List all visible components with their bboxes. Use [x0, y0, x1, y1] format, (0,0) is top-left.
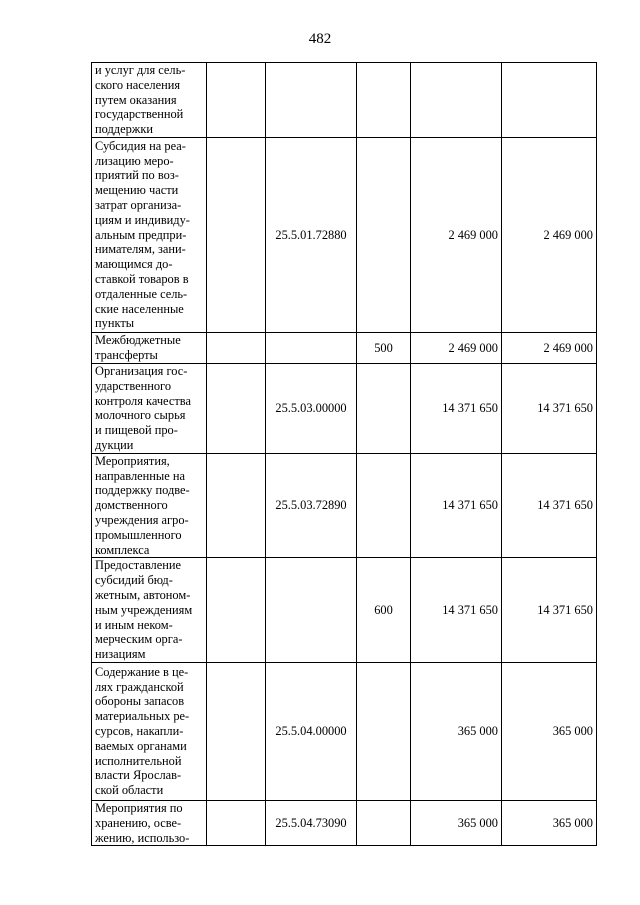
table-row	[92, 662, 597, 800]
row-amount-1: 2 469 000	[411, 332, 502, 363]
row-amount-2: 365 000	[502, 662, 597, 800]
row-col2	[207, 363, 266, 453]
row-name: и услуг для сель- ского населения путем оказания государственной поддержки	[92, 63, 207, 138]
row-col2	[207, 558, 266, 663]
row-col2	[207, 63, 266, 138]
row-expense-type	[357, 800, 411, 845]
row-name: Организация гос- ударственного контроля качества молочного сырья и пищевой про- дукции	[92, 363, 207, 453]
row-name: Мероприятия, направленные на поддержку подве- домственного учреждения агро- промышленного комплекса	[92, 453, 207, 558]
row-expense-type	[357, 662, 411, 800]
row-amount-1: 365 000	[411, 662, 502, 800]
row-amount-2: 2 469 000	[502, 332, 597, 363]
row-target-code: 25.5.04.00000	[266, 662, 357, 800]
row-target-code: 25.5.03.00000	[266, 363, 357, 453]
table-row	[92, 137, 597, 332]
row-expense-type: 500	[357, 332, 411, 363]
row-target-code	[266, 63, 357, 138]
row-amount-2: 14 371 650	[502, 363, 597, 453]
table-row	[92, 453, 597, 558]
page-number: 482	[308, 31, 332, 47]
row-col2	[207, 137, 266, 332]
row-target-code	[266, 558, 357, 663]
row-name: Мероприятия по хранению, осве- жению, использо-	[92, 800, 207, 845]
row-expense-type	[357, 453, 411, 558]
table-row	[92, 558, 597, 663]
row-col2	[207, 800, 266, 845]
table-row	[92, 363, 597, 453]
row-expense-type	[357, 363, 411, 453]
row-amount-1	[411, 63, 502, 138]
row-target-code: 25.5.04.73090	[266, 800, 357, 845]
row-target-code: 25.5.03.72890	[266, 453, 357, 558]
row-amount-2	[502, 63, 597, 138]
row-name: Предоставление субсидий бюд- жетным, автоном- ным учреждениям и иным неком- мерческим орга- низациям	[92, 558, 207, 663]
row-name: Содержание в це- лях гражданской обороны запасов материальных ре- сурсов, накапли- ваемых органами исполнительной власти Ярослав- ской области	[92, 662, 207, 800]
table-row	[92, 332, 597, 363]
row-col2	[207, 662, 266, 800]
row-amount-1: 2 469 000	[411, 137, 502, 332]
budget-table	[91, 62, 597, 846]
row-name: Субсидия на реа- лизацию меро- приятий по воз- мещению части затрат организа- циям и индивиду- альным предпри- нимателям, зани- мающимся до- ставкой товаров в отдаленные сель- ские населенные пункты	[92, 137, 207, 332]
row-target-code	[266, 332, 357, 363]
row-amount-2: 14 371 650	[502, 453, 597, 558]
row-amount-1: 365 000	[411, 800, 502, 845]
table-row	[92, 800, 597, 845]
row-expense-type	[357, 137, 411, 332]
row-amount-2: 365 000	[502, 800, 597, 845]
row-name: Межбюджетные трансферты	[92, 332, 207, 363]
row-amount-1: 14 371 650	[411, 453, 502, 558]
row-expense-type: 600	[357, 558, 411, 663]
row-col2	[207, 332, 266, 363]
row-amount-2: 2 469 000	[502, 137, 597, 332]
row-amount-1: 14 371 650	[411, 558, 502, 663]
row-col2	[207, 453, 266, 558]
row-expense-type	[357, 63, 411, 138]
row-target-code: 25.5.01.72880	[266, 137, 357, 332]
table-row	[92, 63, 597, 138]
row-amount-1: 14 371 650	[411, 363, 502, 453]
row-amount-2: 14 371 650	[502, 558, 597, 663]
